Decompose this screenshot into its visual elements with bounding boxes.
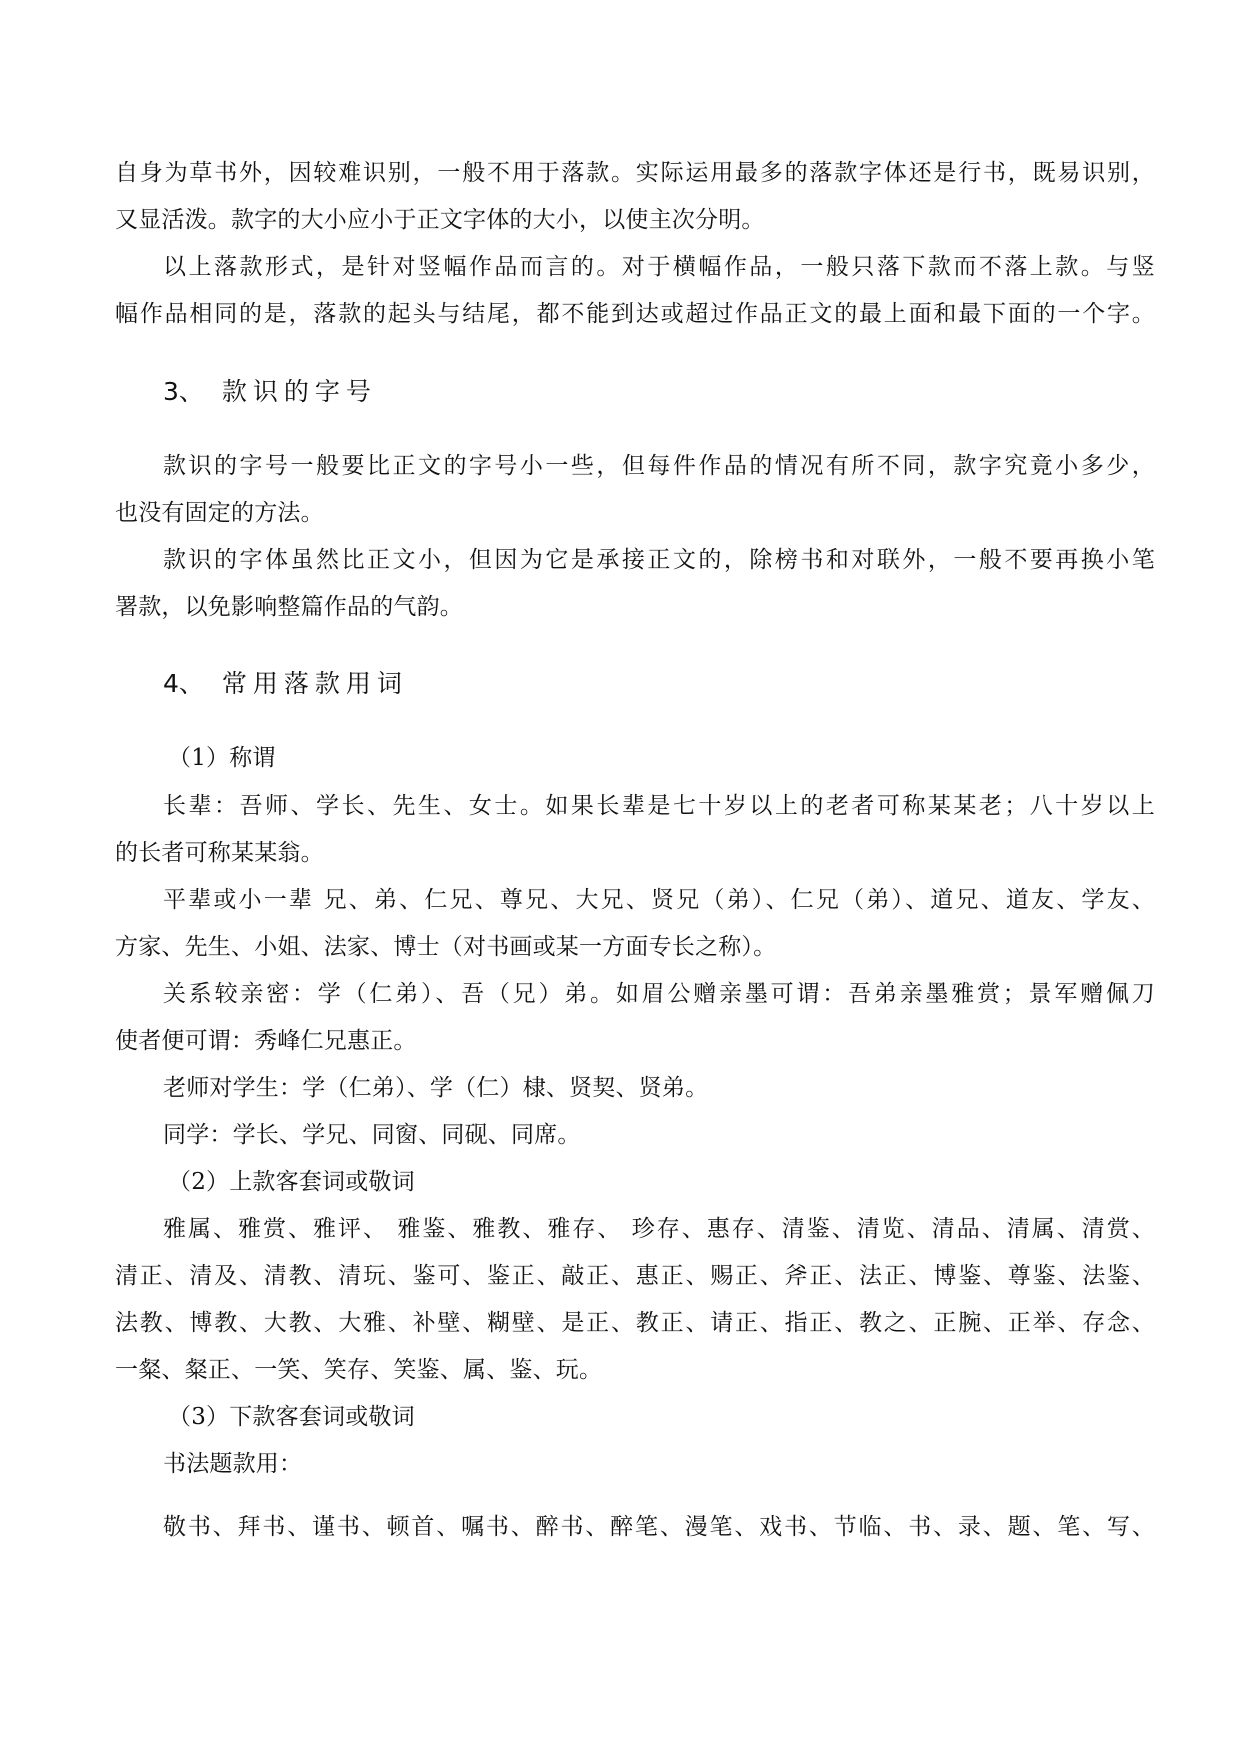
paragraph-line: 又显活泼。款字的大小应小于正文字体的大小，以使主次分明。 [115, 207, 765, 233]
paragraph-line: 款识的字体虽然比正文小，但因为它是承接正文的，除榜书和对联外，一般不要再换小笔 [163, 547, 1155, 573]
subheading: （2）上款客套词或敬词 [168, 1169, 415, 1195]
subheading: （1）称谓 [168, 745, 276, 771]
paragraph-line: 使者便可谓：秀峰仁兄惠正。 [115, 1028, 417, 1054]
paragraph-line: 方家、先生、小姐、法家、博士（对书画或某一方面专长之称）。 [115, 934, 777, 960]
paragraph-line: 法教、博教、大教、大雅、补壁、糊壁、是正、教正、请正、指正、教之、正腕、正举、存念、 [115, 1310, 1155, 1336]
paragraph-line: 清正、清及、清教、清玩、鉴可、鉴正、敲正、惠正、赐正、斧正、法正、博鉴、尊鉴、法鉴、 [115, 1263, 1155, 1289]
paragraph-line: 书法题款用： [163, 1451, 303, 1477]
section-title: 常用落款用词 [221, 669, 408, 698]
section-heading [163, 375, 377, 409]
paragraph-line: 长辈：吾师、学长、先生、女士。如果长辈是七十岁以上的老者可称某某老；八十岁以上 [163, 793, 1155, 819]
paragraph-line: 老师对学生：学（仁弟）、学（仁）棣、贤契、贤弟。 [163, 1075, 709, 1101]
section-title: 款识的字号 [221, 377, 377, 406]
section-number: 3、 [163, 377, 204, 406]
paragraph-line: 款识的字号一般要比正文的字号小一些，但每件作品的情况有所不同，款字究竟小多少， [163, 453, 1155, 479]
paragraph-line: 也没有固定的方法。 [115, 500, 324, 526]
paragraph-line: 的长者可称某某翁。 [115, 840, 324, 866]
paragraph-line: 关系较亲密：学（仁弟）、吾（兄）弟。如眉公赠亲墨可谓：吾弟亲墨雅赏；景军赠佩刀 [163, 981, 1155, 1007]
paragraph-line: 同学：学长、学兄、同窗、同砚、同席。 [163, 1122, 581, 1148]
paragraph-line: 平辈或小一辈 兄、弟、仁兄、尊兄、大兄、贤兄（弟）、仁兄（弟）、道兄、道友、学友、 [163, 887, 1155, 913]
paragraph-line: 一粲、粲正、一笑、笑存、笑鉴、属、鉴、玩。 [115, 1357, 603, 1383]
paragraph-line: 幅作品相同的是，落款的起头与结尾，都不能到达或超过作品正文的最上面和最下面的一个字。 [115, 301, 1155, 327]
section-heading [163, 667, 408, 701]
paragraph-line: 署款，以免影响整篇作品的气韵。 [115, 594, 463, 620]
section-number: 4、 [163, 669, 204, 698]
paragraph-line: 雅属、雅赏、雅评、 雅鉴、雅教、雅存、 珍存、惠存、清鉴、清览、清品、清属、清赏、 [163, 1216, 1155, 1242]
paragraph-line: 自身为草书外，因较难识别，一般不用于落款。实际运用最多的落款字体还是行书，既易识别， [115, 160, 1155, 186]
paragraph-line: 敬书、拜书、谨书、顿首、嘱书、醉书、醉笔、漫笔、戏书、节临、书、录、题、笔、写、 [163, 1514, 1155, 1540]
subheading: （3）下款客套词或敬词 [168, 1404, 415, 1430]
paragraph-line: 以上落款形式，是针对竖幅作品而言的。对于横幅作品，一般只落下款而不落上款。与竖 [163, 254, 1155, 280]
